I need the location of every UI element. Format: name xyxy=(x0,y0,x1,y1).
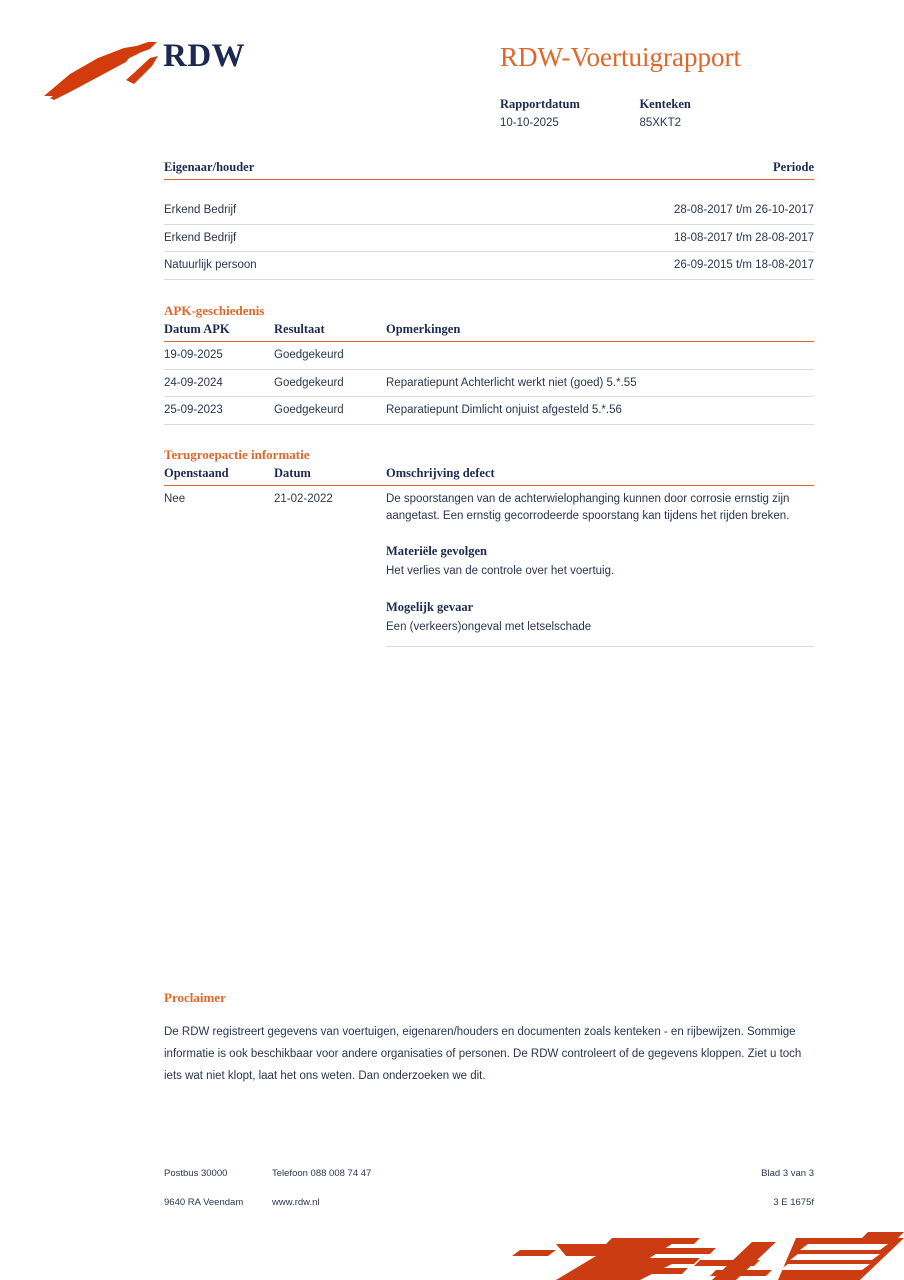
brand-name: RDW xyxy=(163,38,246,74)
owner-column-header: Eigenaar/houder xyxy=(164,160,255,174)
report-date-block xyxy=(500,97,635,129)
owner-table-gap xyxy=(164,180,814,197)
material-consequences-text: Het verlies van de controle over het voertuig. xyxy=(386,565,615,578)
recall-description-column-header: Omschrijving defect xyxy=(386,466,495,480)
proclaimer-section xyxy=(164,990,814,1088)
footer-page-number: Blad 3 van 3 xyxy=(761,1168,814,1179)
report-date-value: 10-10-2025 xyxy=(500,117,559,129)
apk-remarks-column-header: Opmerkingen xyxy=(386,322,461,336)
apk-result: Goedgekeurd xyxy=(274,376,344,389)
footer-address-line2: 9640 RA Veendam xyxy=(164,1197,244,1208)
footer-website: www.rdw.nl xyxy=(272,1197,320,1208)
apk-date-column-header: Datum APK xyxy=(164,322,230,336)
proclaimer-title: Proclaimer xyxy=(164,990,226,1005)
footer-form-code: 3 E 1675f xyxy=(773,1197,814,1208)
owner-period: 28-08-2017 t/m 26-10-2017 xyxy=(673,204,814,216)
apk-section-title: APK-geschiedenis xyxy=(164,303,265,318)
apk-date: 25-09-2023 xyxy=(164,404,223,417)
rdw-speed-stripes-graphic-icon xyxy=(0,1220,904,1280)
page-title: RDW-Voertuigrapport xyxy=(500,42,741,72)
apk-date: 19-09-2025 xyxy=(164,349,223,361)
recall-defect-description: De spoorstangen van de achterwielophanging kunnen door corrosie ernstig zijn aangetast. Een ernstig gecorrodeerde spoorstang kan tijdens het rijden breken. xyxy=(386,493,790,522)
page-footer xyxy=(164,1168,814,1226)
owner-type: Erkend Bedrijf xyxy=(164,231,237,244)
table-row xyxy=(164,486,814,647)
owner-period: 18-08-2017 t/m 28-08-2017 xyxy=(673,231,814,244)
owner-period: 26-09-2015 t/m 18-08-2017 xyxy=(673,259,814,272)
apk-remarks: Reparatiepunt Dimlicht onjuist afgesteld 5.*.56 xyxy=(386,404,622,417)
table-row xyxy=(164,370,814,398)
period-column-header: Periode xyxy=(773,160,814,174)
footer-address-line1: Postbus 30000 xyxy=(164,1168,228,1179)
recall-date-column-header: Datum xyxy=(274,466,311,480)
table-row xyxy=(164,252,814,280)
possible-danger-text: Een (verkeers)ongeval met letselschade xyxy=(386,621,592,634)
table-row xyxy=(164,397,814,425)
report-meta xyxy=(500,97,691,129)
table-row xyxy=(164,342,814,370)
table-row xyxy=(164,197,814,225)
apk-result: Goedgekeurd xyxy=(274,404,344,417)
owner-table-header xyxy=(164,160,814,180)
footer-phone: Telefoon 088 008 74 47 xyxy=(272,1168,372,1179)
license-plate-label: Kenteken xyxy=(639,97,691,111)
apk-table-header xyxy=(164,322,814,342)
possible-danger-heading: Mogelijk gevaar xyxy=(386,600,474,615)
recall-section-title: Terugroepactie informatie xyxy=(164,447,310,462)
recall-description-block xyxy=(386,491,814,647)
recall-open-value: Nee xyxy=(164,493,186,505)
recall-table-header xyxy=(164,466,814,486)
apk-remarks: Reparatiepunt Achterlicht werkt niet (goed) 5.*.55 xyxy=(386,376,637,389)
owner-type: Erkend Bedrijf xyxy=(164,204,237,216)
recall-date-value: 21-02-2022 xyxy=(274,493,333,505)
proclaimer-text: De RDW registreert gegevens van voertuigen, eigenaren/houders en documenten zoals kenteken - en rijbewijzen. Sommige informatie is ook beschikbaar voor andere organisaties of personen. De RDW controleert of de gegevens kloppen. Ziet u toch iets wat niet klopt, laat het ons weten. Dan onderzoeken we dit. xyxy=(164,1026,802,1082)
footer-row xyxy=(164,1197,814,1208)
rdw-feather-logo-icon xyxy=(40,38,180,100)
recall-consequences-block xyxy=(386,542,814,647)
table-row xyxy=(164,225,814,253)
apk-date: 24-09-2024 xyxy=(164,376,223,389)
license-plate-block xyxy=(639,97,690,129)
report-date-label: Rapportdatum xyxy=(500,97,580,111)
recall-open-column-header: Openstaand xyxy=(164,466,229,480)
apk-result-column-header: Resultaat xyxy=(274,322,325,336)
license-plate-value: 85XKT2 xyxy=(639,117,682,129)
apk-history-section xyxy=(164,303,814,425)
owner-holder-section xyxy=(164,160,814,280)
footer-row xyxy=(164,1168,814,1179)
material-consequences-heading: Materiële gevolgen xyxy=(386,544,487,559)
owner-type: Natuurlijk persoon xyxy=(164,259,257,272)
apk-result: Goedgekeurd xyxy=(274,349,344,361)
recall-information-section xyxy=(164,447,814,647)
